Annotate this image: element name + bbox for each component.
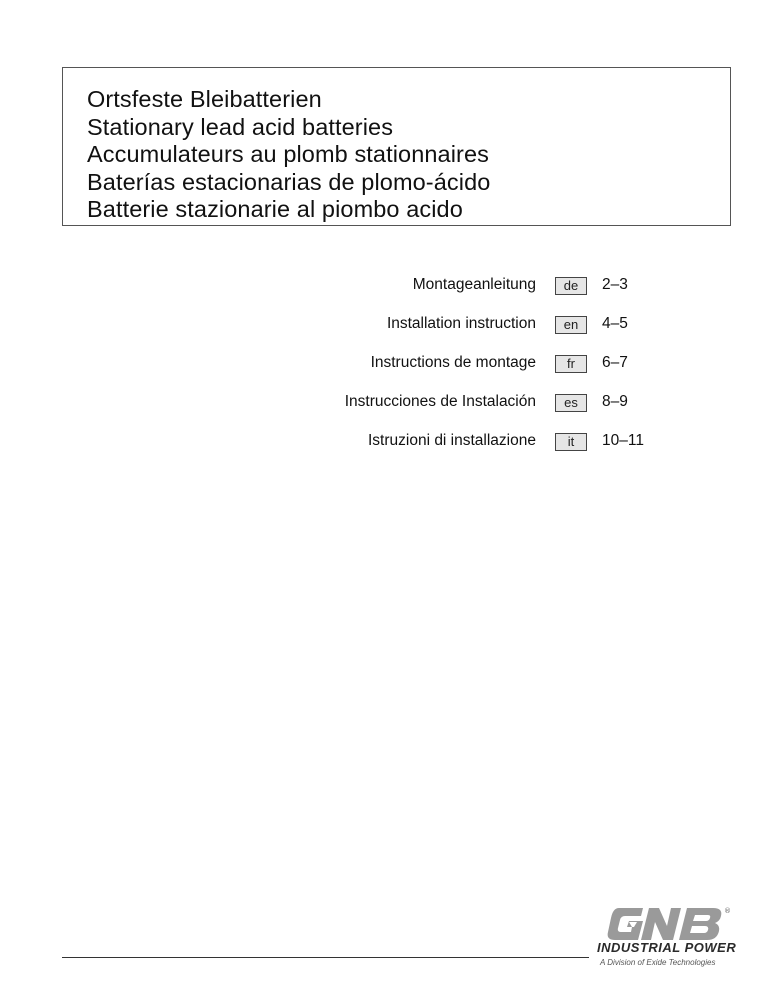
language-code-badge: de <box>555 277 587 295</box>
toc-row-es[interactable] <box>0 387 768 423</box>
toc-row-fr[interactable] <box>0 348 768 384</box>
gnb-logo-icon <box>605 904 733 942</box>
title-line-fr: Accumulateurs au plomb stationnaires <box>87 141 489 167</box>
toc-page-range: 6–7 <box>602 354 628 371</box>
title-line-it: Batterie stazionarie al piombo acido <box>87 196 463 222</box>
toc-row-de[interactable] <box>0 270 768 306</box>
toc-label: Montageanleitung <box>412 276 536 293</box>
toc-page-range: 4–5 <box>602 315 628 332</box>
title-line-es: Baterías estacionarias de plomo-ácido <box>87 168 491 195</box>
footer-divider <box>62 957 589 958</box>
document-title-box <box>62 67 731 226</box>
language-code-badge: en <box>555 316 587 334</box>
division-name: INDUSTRIAL POWER <box>597 940 737 955</box>
title-line-en: Stationary lead acid batteries <box>87 113 394 140</box>
title-line-de: Ortsfeste Bleibatterien <box>87 86 322 112</box>
toc-page-range: 2–3 <box>602 276 628 293</box>
registered-mark: ® <box>724 907 731 915</box>
language-code-badge: fr <box>555 355 587 373</box>
toc-row-en[interactable] <box>0 309 768 345</box>
company-tagline: A Division of Exide Technologies <box>600 958 716 967</box>
toc-row-it[interactable] <box>0 426 768 462</box>
gnb-logo <box>597 904 737 974</box>
toc-label: Instrucciones de Instalación <box>344 393 536 410</box>
toc-label: Instructions de montage <box>370 354 536 371</box>
toc-label: Istruzioni di installazione <box>367 432 536 449</box>
toc-label: Installation instruction <box>386 315 536 332</box>
language-code-badge: it <box>555 433 587 451</box>
language-code-badge: es <box>555 394 587 412</box>
toc-page-range: 10–11 <box>602 432 644 449</box>
document-title-list <box>87 86 490 224</box>
toc-page-range: 8–9 <box>602 393 628 410</box>
